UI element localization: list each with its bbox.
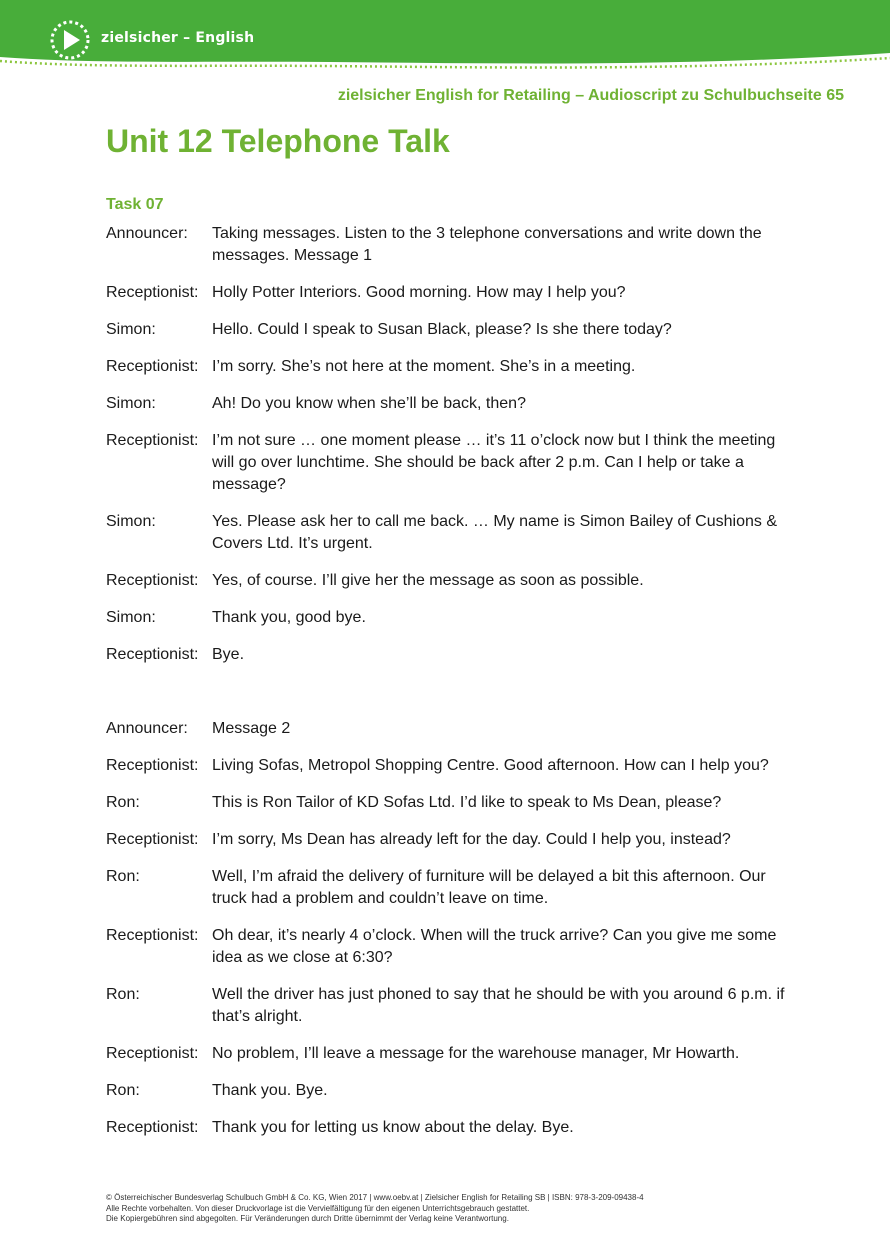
dialogue-row — [106, 607, 796, 629]
dialogue-row — [106, 223, 796, 267]
dialogue-row — [106, 430, 796, 496]
dialogue-line: Taking messages. Listen to the 3 telephone conversations and write down the messages. Message 1 — [212, 225, 762, 264]
dialogue-row — [106, 282, 796, 304]
speaker-label: Receptionist: — [106, 432, 199, 449]
dialogue-line: Living Sofas, Metropol Shopping Centre. Good afternoon. How can I help you? — [212, 757, 769, 774]
dialogue-row — [106, 984, 796, 1028]
speaker-label: Announcer: — [106, 720, 188, 737]
dialogue-row — [106, 570, 796, 592]
dialogue-line: Hello. Could I speak to Susan Black, please? Is she there today? — [212, 321, 672, 338]
dialogue-row — [106, 718, 796, 740]
dialogue-row — [106, 755, 796, 777]
dialogue-line: Thank you, good bye. — [212, 609, 366, 626]
dialogue-line: Message 2 — [212, 720, 291, 737]
dialogue-line: Well the driver has just phoned to say that he should be with you around 6 p.m. if that’s alright. — [212, 986, 785, 1025]
speaker-label: Receptionist: — [106, 757, 199, 774]
dialogue-row — [106, 1043, 796, 1065]
speaker-label: Receptionist: — [106, 1045, 199, 1062]
speaker-label: Ron: — [106, 794, 140, 811]
copyright-footer — [106, 1193, 644, 1225]
dialogue-line: Ah! Do you know when she’ll be back, then? — [212, 395, 526, 412]
dialogue-row — [106, 1117, 796, 1139]
dialogue — [106, 223, 796, 1154]
dialogue-line: Yes. Please ask her to call me back. … My name is Simon Bailey of Cushions & Covers Ltd. It’s urgent. — [212, 513, 777, 552]
dialogue-line: Bye. — [212, 646, 245, 663]
speaker-label: Receptionist: — [106, 927, 199, 944]
footer-line: Alle Rechte vorbehalten. Von dieser Druckvorlage ist die Vervielfältigung für den eigenen Unterrichtsgebrauch gestattet. — [106, 1203, 530, 1213]
speaker-label: Receptionist: — [106, 646, 199, 663]
page-title: Unit 12 Telephone Talk — [106, 123, 450, 159]
dialogue-line: Yes, of course. I’ll give her the message as soon as possible. — [212, 572, 644, 589]
speaker-label: Receptionist: — [106, 1119, 199, 1136]
dialogue-row — [106, 792, 796, 814]
speaker-label: Receptionist: — [106, 284, 199, 301]
speaker-label: Receptionist: — [106, 572, 199, 589]
dialogue-line: Well, I’m afraid the delivery of furniture will be delayed a bit this afternoon. Our truck had a problem and couldn’t leave on time. — [212, 868, 766, 907]
dialogue-line: Holly Potter Interiors. Good morning. How may I help you? — [212, 284, 626, 301]
dialogue-row — [106, 866, 796, 910]
speaker-label: Simon: — [106, 321, 156, 338]
dialogue-row — [106, 925, 796, 969]
dialogue-line: Thank you for letting us know about the delay. Bye. — [212, 1119, 574, 1136]
footer-line: © Österreichischer Bundesverlag Schulbuch GmbH & Co. KG, Wien 2017 | www.oebv.at | Zielsicher English for Retailing SB | ISBN: 978-3-209-09438-4 — [106, 1193, 644, 1202]
speaker-label: Ron: — [106, 986, 140, 1003]
dialogue-line: I’m sorry, Ms Dean has already left for the day. Could I help you, instead? — [212, 831, 731, 848]
speaker-label: Receptionist: — [106, 831, 199, 848]
dialogue-row — [106, 1080, 796, 1102]
speaker-label: Simon: — [106, 513, 156, 530]
dialogue-line: Oh dear, it’s nearly 4 o’clock. When will the truck arrive? Can you give me some idea as we close at 6:30? — [212, 927, 777, 966]
footer-line: Die Kopiergebühren sind abgegolten. Für Veränderungen durch Dritte übernimmt der Verlag keine Verantwortung. — [106, 1214, 509, 1223]
speaker-label: Ron: — [106, 868, 140, 885]
speaker-label: Announcer: — [106, 225, 188, 242]
speaker-label: Simon: — [106, 609, 156, 626]
speaker-label: Ron: — [106, 1082, 140, 1099]
dialogue-row — [106, 511, 796, 555]
dialogue-row — [106, 393, 796, 415]
dialogue-line: No problem, I’ll leave a message for the warehouse manager, Mr Howarth. — [212, 1045, 740, 1062]
speaker-label: Simon: — [106, 395, 156, 412]
dialogue-line: Thank you. Bye. — [212, 1082, 328, 1099]
dialogue-row — [106, 829, 796, 851]
page-header-line: zielsicher English for Retailing – Audioscript zu Schulbuchseite 65 — [337, 87, 844, 104]
speaker-label: Receptionist: — [106, 358, 199, 375]
dialogue-row — [106, 356, 796, 378]
logo-text: zielsicher – English — [101, 30, 255, 46]
dialogue-row — [106, 319, 796, 341]
task-label: Task 07 — [106, 196, 164, 213]
header-banner — [0, 0, 890, 80]
dialogue-row — [106, 644, 796, 666]
dialogue-line: I’m sorry. She’s not here at the moment. She’s in a meeting. — [212, 358, 636, 375]
dialogue-line: I’m not sure … one moment please … it’s 11 o’clock now but I think the meeting will go over lunchtime. She should be back after 2 p.m. Can I help or take a message? — [212, 432, 776, 493]
dialogue-line: This is Ron Tailor of KD Sofas Ltd. I’d like to speak to Ms Dean, please? — [212, 794, 722, 811]
